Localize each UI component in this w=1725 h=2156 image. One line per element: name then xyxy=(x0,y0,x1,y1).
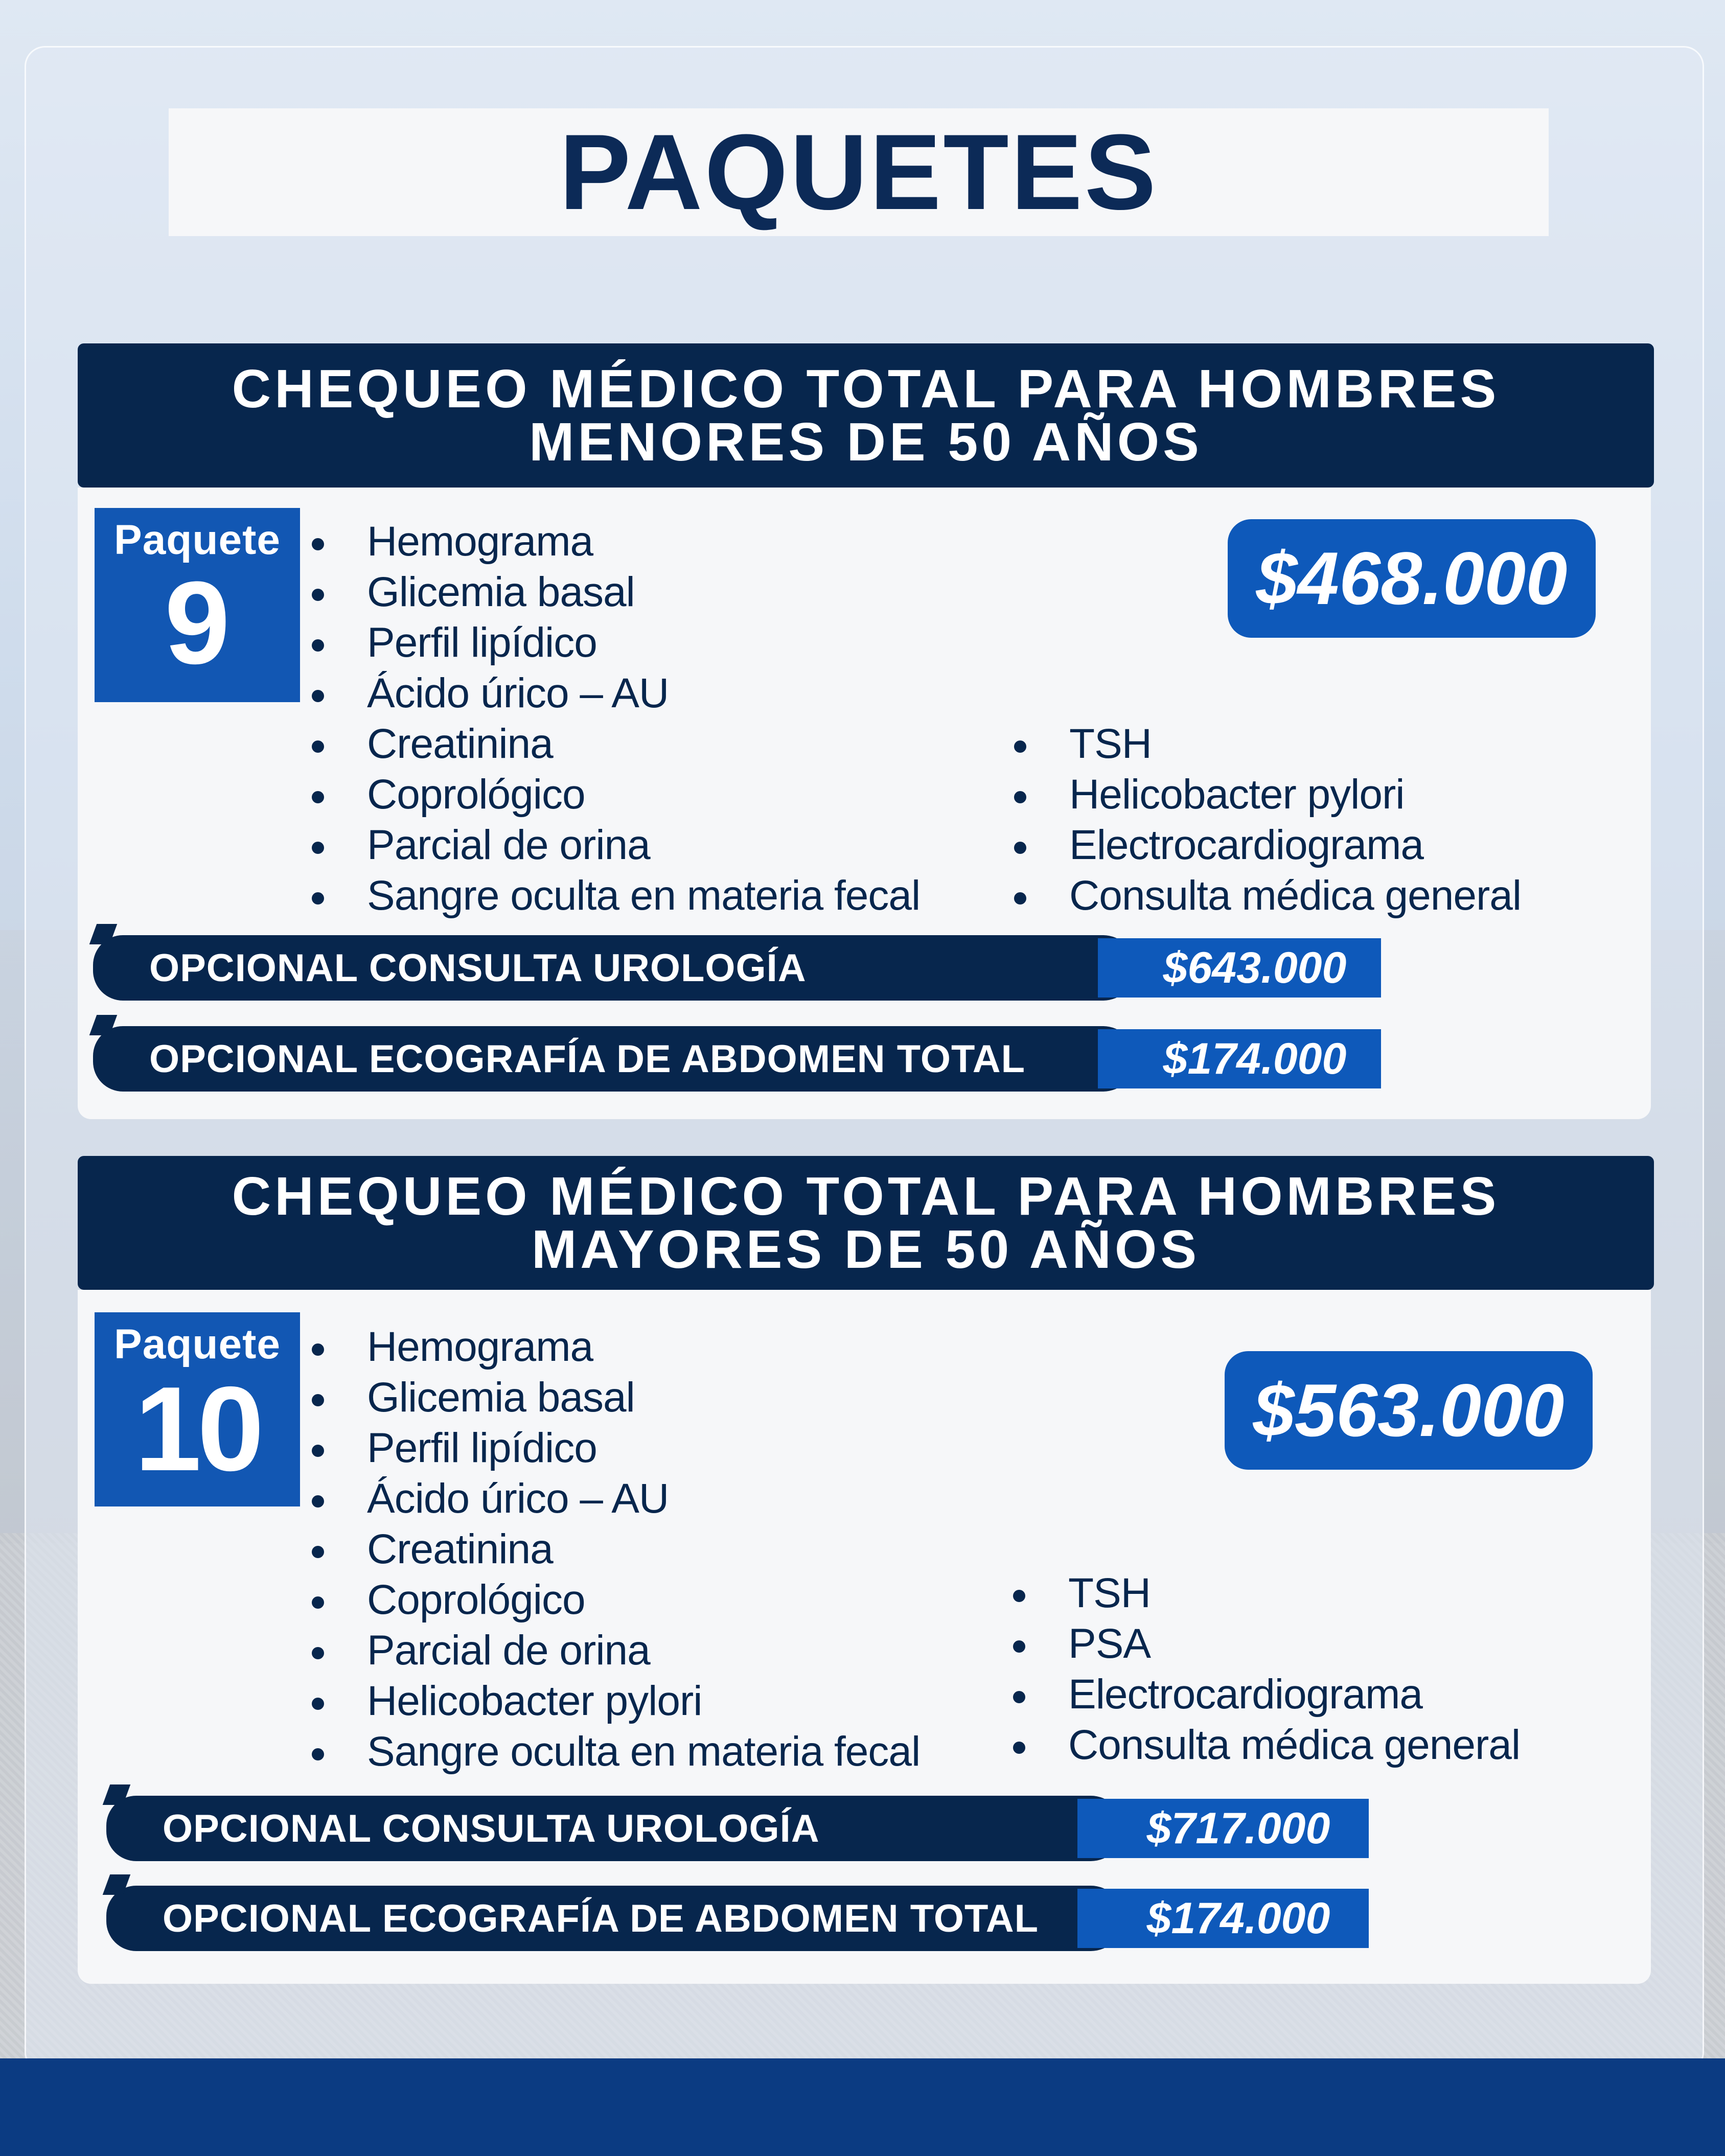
list-item: Coprológico xyxy=(307,1574,920,1625)
optional-label-box xyxy=(93,935,1136,1001)
list-item: TSH xyxy=(1009,718,1521,769)
footer-bar xyxy=(0,2058,1725,2156)
optional-price: $643.000 xyxy=(1098,938,1381,998)
exam-list-left xyxy=(307,516,920,921)
optional-label-box xyxy=(106,1796,1123,1861)
optional-label: OPCIONAL CONSULTA UROLOGÍA xyxy=(163,1806,820,1850)
package-section-10 xyxy=(78,1156,1654,1984)
list-item: Helicobacter pylori xyxy=(307,1676,920,1726)
list-item: Electrocardiograma xyxy=(1009,820,1521,870)
list-item: Creatinina xyxy=(307,1524,920,1574)
list-item: Creatinina xyxy=(307,718,920,769)
list-item: Parcial de orina xyxy=(307,1625,920,1676)
package-badge-label: Paquete xyxy=(114,1321,281,1367)
list-item: Electrocardiograma xyxy=(1008,1669,1520,1720)
package-header-line2: MENORES DE 50 AÑOS xyxy=(529,412,1203,472)
title-banner xyxy=(169,108,1549,236)
package-badge xyxy=(95,508,300,702)
list-item: Coprológico xyxy=(307,769,920,820)
list-item: Consulta médica general xyxy=(1008,1720,1520,1770)
exam-list-right xyxy=(1008,1568,1520,1770)
optional-label: OPCIONAL ECOGRAFÍA DE ABDOMEN TOTAL xyxy=(149,1037,1026,1081)
optional-price: $174.000 xyxy=(1077,1889,1369,1948)
list-item: Sangre oculta en materia fecal xyxy=(307,1726,920,1777)
package-badge xyxy=(95,1312,300,1506)
optional-label-box xyxy=(106,1886,1123,1951)
list-item: PSA xyxy=(1008,1618,1520,1669)
optional-price: $174.000 xyxy=(1098,1029,1381,1088)
list-item: TSH xyxy=(1008,1568,1520,1618)
package-badge-number: 10 xyxy=(134,1361,260,1496)
list-item: Sangre oculta en materia fecal xyxy=(307,870,920,921)
optional-label-box xyxy=(93,1026,1136,1092)
optional-label: OPCIONAL CONSULTA UROLOGÍA xyxy=(149,946,807,990)
page-title: PAQUETES xyxy=(559,112,1158,232)
list-item: Ácido úrico – AU xyxy=(307,668,920,718)
list-item: Perfil lipídico xyxy=(307,617,920,668)
list-item: Glicemia basal xyxy=(307,567,920,617)
list-item: Hemograma xyxy=(307,1322,920,1372)
package-header-line1: CHEQUEO MÉDICO TOTAL PARA HOMBRES xyxy=(232,359,1500,419)
optional-price: $717.000 xyxy=(1077,1799,1369,1858)
package-price: $468.000 xyxy=(1228,519,1596,638)
package-header xyxy=(78,343,1654,488)
optional-label: OPCIONAL ECOGRAFÍA DE ABDOMEN TOTAL xyxy=(163,1896,1039,1940)
package-price: $563.000 xyxy=(1225,1351,1593,1470)
list-item: Parcial de orina xyxy=(307,820,920,870)
package-section-9 xyxy=(78,343,1654,1120)
list-item: Glicemia basal xyxy=(307,1372,920,1423)
package-badge-label: Paquete xyxy=(114,517,281,563)
list-item: Ácido úrico – AU xyxy=(307,1473,920,1524)
package-badge-number: 9 xyxy=(165,557,230,688)
package-header-line1: CHEQUEO MÉDICO TOTAL PARA HOMBRES xyxy=(232,1166,1500,1226)
list-item: Perfil lipídico xyxy=(307,1423,920,1473)
package-header xyxy=(78,1156,1654,1290)
exam-list-right xyxy=(1009,718,1521,921)
list-item: Helicobacter pylori xyxy=(1009,769,1521,820)
package-header-line2: MAYORES DE 50 AÑOS xyxy=(531,1219,1201,1280)
list-item: Hemograma xyxy=(307,516,920,567)
list-item: Consulta médica general xyxy=(1009,870,1521,921)
exam-list-left xyxy=(307,1322,920,1777)
